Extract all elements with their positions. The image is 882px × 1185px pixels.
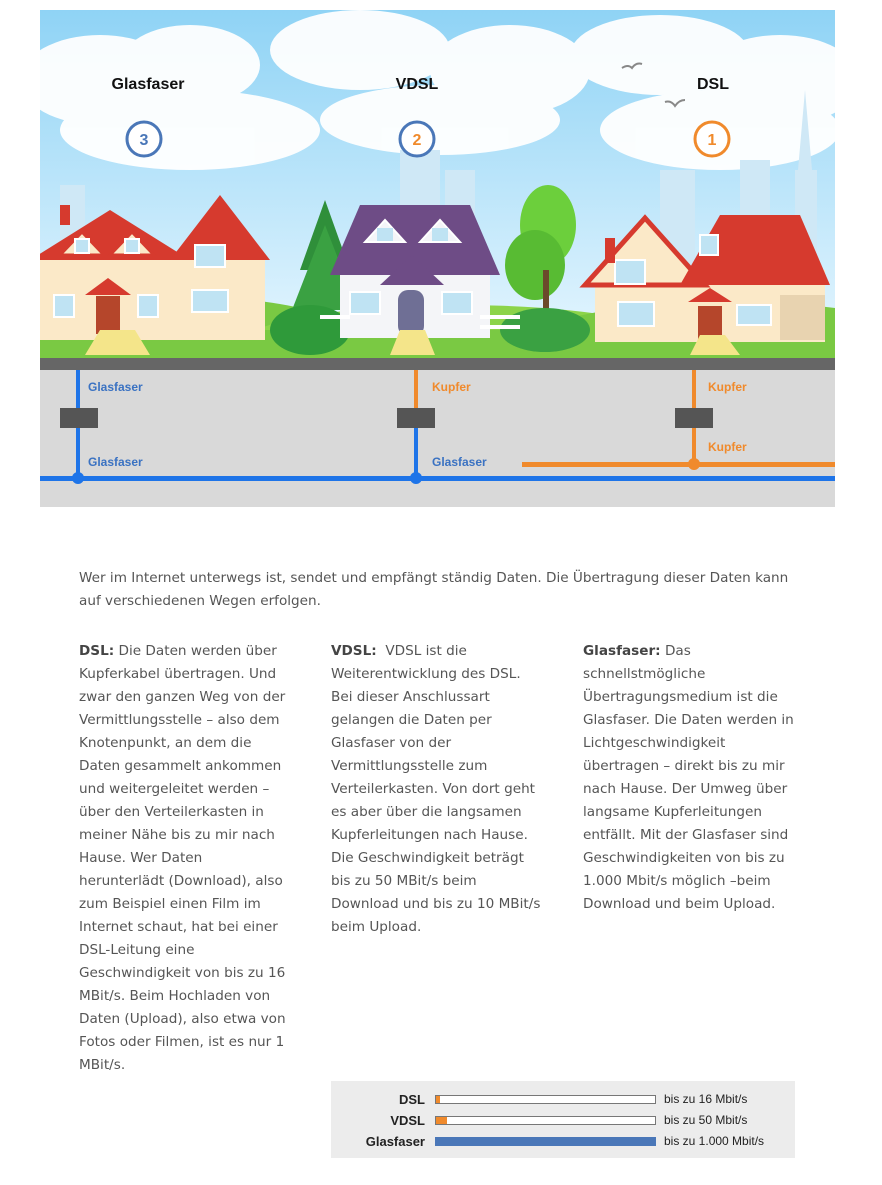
- speed-label: DSL: [399, 1092, 425, 1107]
- road: [40, 358, 835, 370]
- speed-row-glasfaser: [331, 1132, 795, 1152]
- speed-label: VDSL: [390, 1113, 425, 1128]
- speed-bar-fill: [436, 1096, 440, 1103]
- house-title: Glasfaser: [111, 76, 185, 93]
- speed-comparison: [331, 1081, 795, 1158]
- vdsl-text: VDSL ist die Weiterentwicklung des DSL. Bei dieser Anschlussart gelangen die Daten per Glasfaser von der Vermittlungsstelle zum Verteilerkasten. Von dort geht es aber über die langsamen Kupferleitungen nach Hause. Die Geschwindigkeit beträgt bis zu 50 MBit/s beim Download und bis zu 10 MBit/s beim Upload.: [331, 643, 545, 935]
- cable-label: Kupfer: [432, 380, 471, 394]
- house-title: VDSL: [395, 76, 439, 93]
- speed-bar-fill: [435, 1137, 656, 1146]
- house-title: DSL: [697, 76, 729, 93]
- cable-label: Glasfaser: [432, 455, 487, 469]
- cable-label: Glasfaser: [88, 380, 143, 394]
- dsl-text: Die Daten werden über Kupferkabel übertragen. Und zwar den ganzen Weg von der Vermittlungsstelle – also dem Knotenpunkt, an dem die Daten gesammelt ankommen und weitergeleitet werden – über den Verteilerkasten in meiner Nähe bis zu mir nach Hause. Wer Daten herunterlädt (Download), also zum Beispiel einen Film im Internet schaut, hat bei einer DSL-Leitung eine Geschwindigkeit von bis zu 16 MBit/s. Beim Hochladen von Daten (Upload), also etwa von Fotos oder Filmen, ist es nur 1 MBit/s.: [79, 643, 286, 1073]
- network-illustration: [40, 10, 835, 507]
- glasfaser-term: Glasfaser:: [583, 643, 661, 659]
- speed-bar-track: [435, 1116, 656, 1125]
- glasfaser-text: Das schnellstmögliche Übertragungsmedium ist die Glasfaser. Die Daten werden in Lichtgeschwindigkeit übertragen – direkt bis zu mir nach Hause. Der Umweg über langsame Kupferleitungen entfällt. Mit der Glasfaser sind Geschwindigkeiten von bis zu 1.000 Mbit/s möglich –beim Download und beim Upload.: [583, 643, 794, 912]
- vdsl-description: [331, 640, 543, 939]
- number-badge-label: 3: [139, 132, 149, 149]
- number-badge-label: 1: [707, 132, 717, 149]
- dsl-description: [79, 640, 291, 1077]
- fiber-trunk-line: [40, 476, 835, 481]
- splice-box: [60, 408, 98, 428]
- speed-label: Glasfaser: [365, 1134, 425, 1149]
- cable-label: Glasfaser: [88, 455, 143, 469]
- speed-value: bis zu 50 Mbit/s: [664, 1113, 748, 1127]
- vdsl-term: VDSL:: [331, 643, 377, 659]
- glasfaser-description: [583, 640, 795, 916]
- speed-bar-track: [435, 1095, 656, 1104]
- speed-value: bis zu 16 Mbit/s: [664, 1092, 748, 1106]
- splice-box: [675, 408, 713, 428]
- cable-label: Kupfer: [708, 380, 747, 394]
- number-badge-label: 2: [412, 132, 422, 149]
- dsl-term: DSL:: [79, 643, 115, 659]
- splice-box: [397, 408, 435, 428]
- speed-row-dsl: [331, 1090, 795, 1110]
- speed-bar-fill: [436, 1117, 447, 1124]
- speed-row-vdsl: [331, 1111, 795, 1131]
- intro-paragraph: Wer im Internet unterwegs ist, sendet und empfängt ständig Daten. Die Übertragung dieser Daten kann auf verschiedenen Wegen erfolgen.: [79, 570, 789, 609]
- speed-bar-track: [435, 1137, 656, 1146]
- speed-value: bis zu 1.000 Mbit/s: [664, 1134, 765, 1148]
- cable-label: Kupfer: [708, 440, 747, 454]
